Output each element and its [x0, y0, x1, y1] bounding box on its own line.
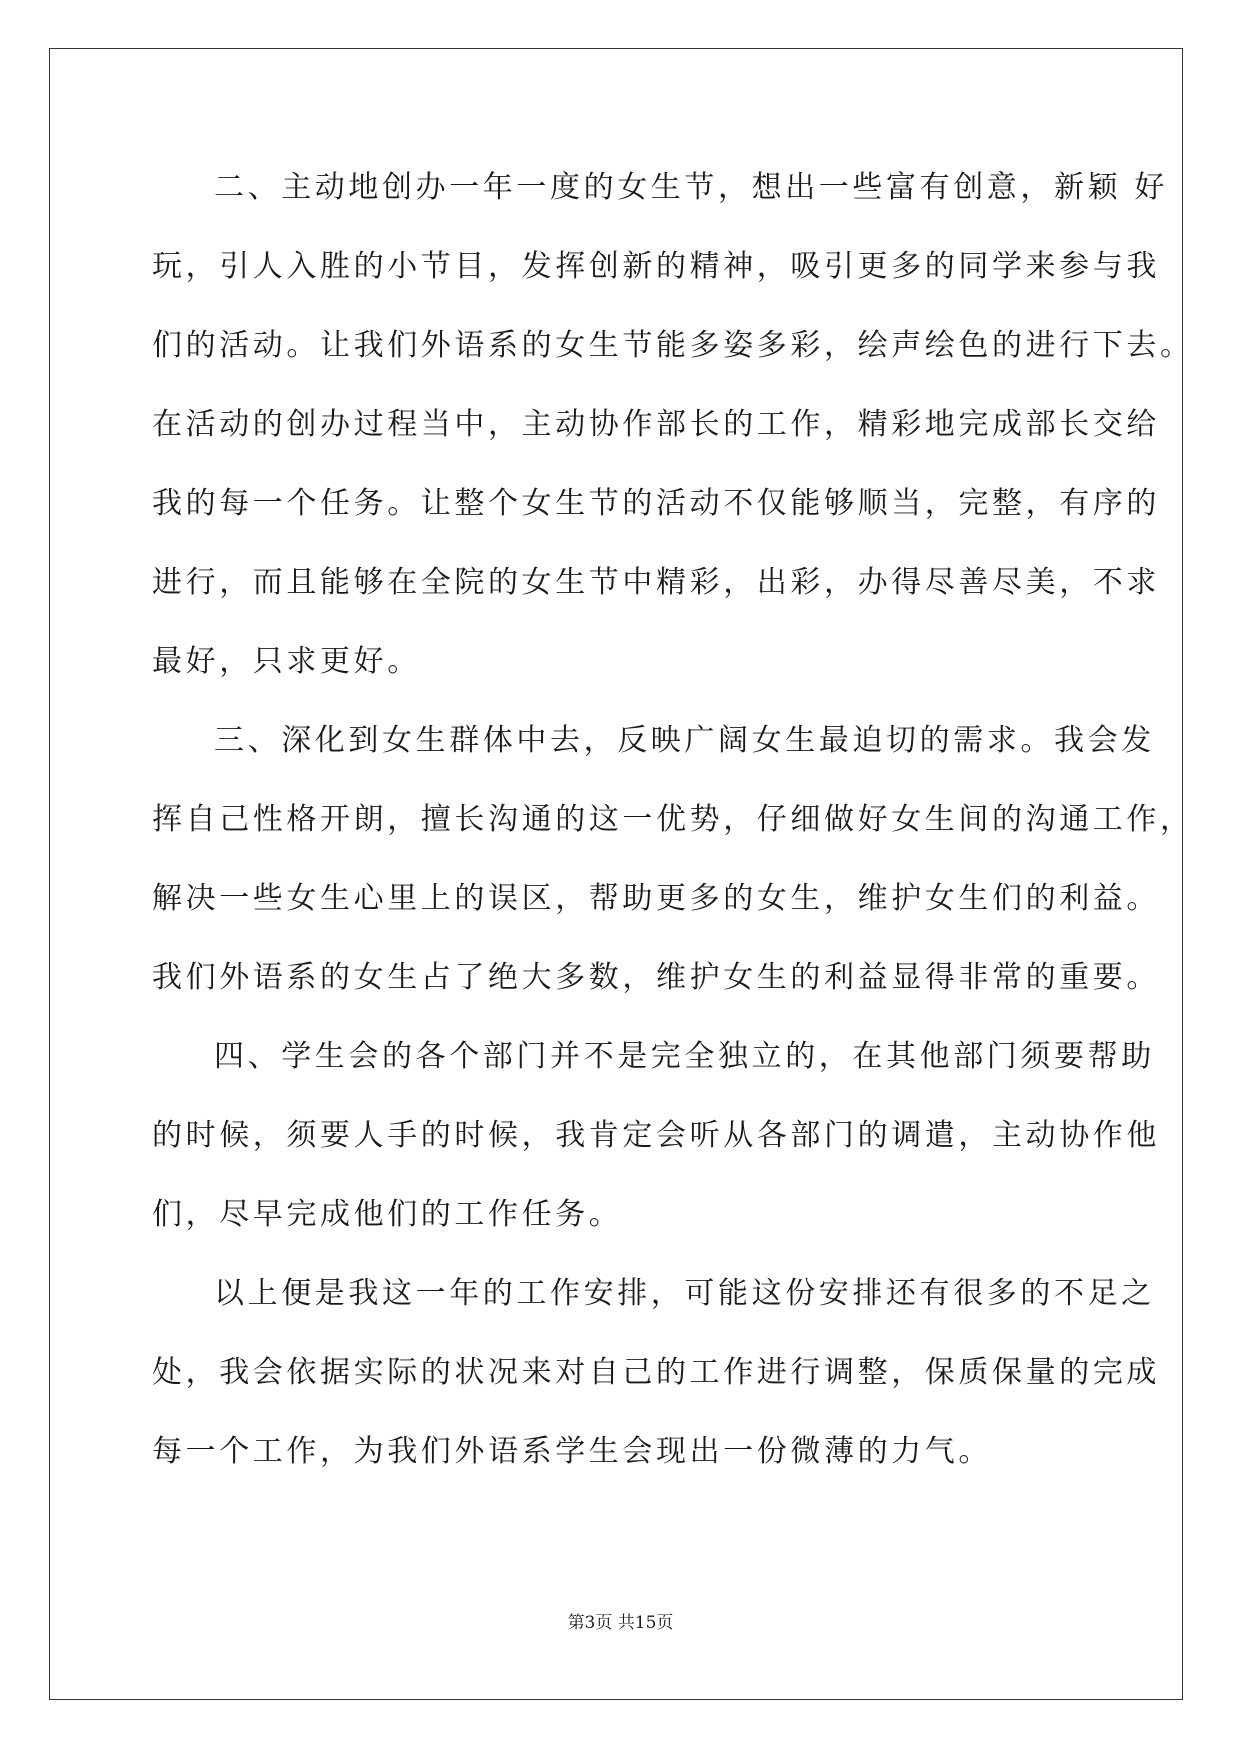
text-line: 我们外语系的女生占了绝大多数，维护女生的利益显得非常的重要。 — [152, 960, 1160, 995]
text-line: 每一个工作，为我们外语系学生会现出一份微薄的力气。 — [152, 1434, 992, 1469]
text-line: 以上便是我这一年的工作安排，可能这份安排还有很多的不足之 — [214, 1276, 1155, 1311]
text-line: 我的每一个任务。让整个女生节的活动不仅能够顺当，完整，有序的 — [152, 486, 1160, 521]
text-line: 挥自己性格开朗，擅长沟通的这一优势，仔细做好女生间的沟通工作， — [152, 802, 1194, 837]
page-number-footer: 第3页 共15页 — [567, 1613, 674, 1633]
text-line: 最好，只求更好。 — [152, 644, 421, 679]
text-line: 四、学生会的各个部门并不是完全独立的，在其他部门须要帮助 — [214, 1039, 1155, 1074]
text-line: 处，我会依据实际的状况来对自己的工作进行调整，保质保量的完成 — [152, 1355, 1160, 1390]
text-line: 们，尽早完成他们的工作任务。 — [152, 1197, 623, 1232]
text-line: 们的活动。让我们外语系的女生节能多姿多彩，绘声绘色的进行下去。 — [152, 328, 1194, 363]
text-line: 解决一些女生心里上的误区，帮助更多的女生，维护女生们的利益。 — [152, 881, 1160, 916]
text-line: 三、深化到女生群体中去，反映广阔女生最迫切的需求。我会发 — [214, 723, 1155, 758]
text-line: 二、主动地创办一年一度的女生节，想出一些富有创意，新颖 好 — [214, 170, 1168, 205]
text-line: 的时候，须要人手的时候，我肯定会听从各部门的调遣，主动协作他 — [152, 1118, 1160, 1153]
document-body — [152, 158, 1194, 1501]
text-line: 玩，引人入胜的小节目，发挥创新的精神，吸引更多的同学来参与我 — [152, 249, 1160, 284]
text-line: 进行，而且能够在全院的女生节中精彩，出彩，办得尽善尽美，不求 — [152, 565, 1160, 600]
text-line: 在活动的创办过程当中，主动协作部长的工作，精彩地完成部长交给 — [152, 407, 1160, 442]
